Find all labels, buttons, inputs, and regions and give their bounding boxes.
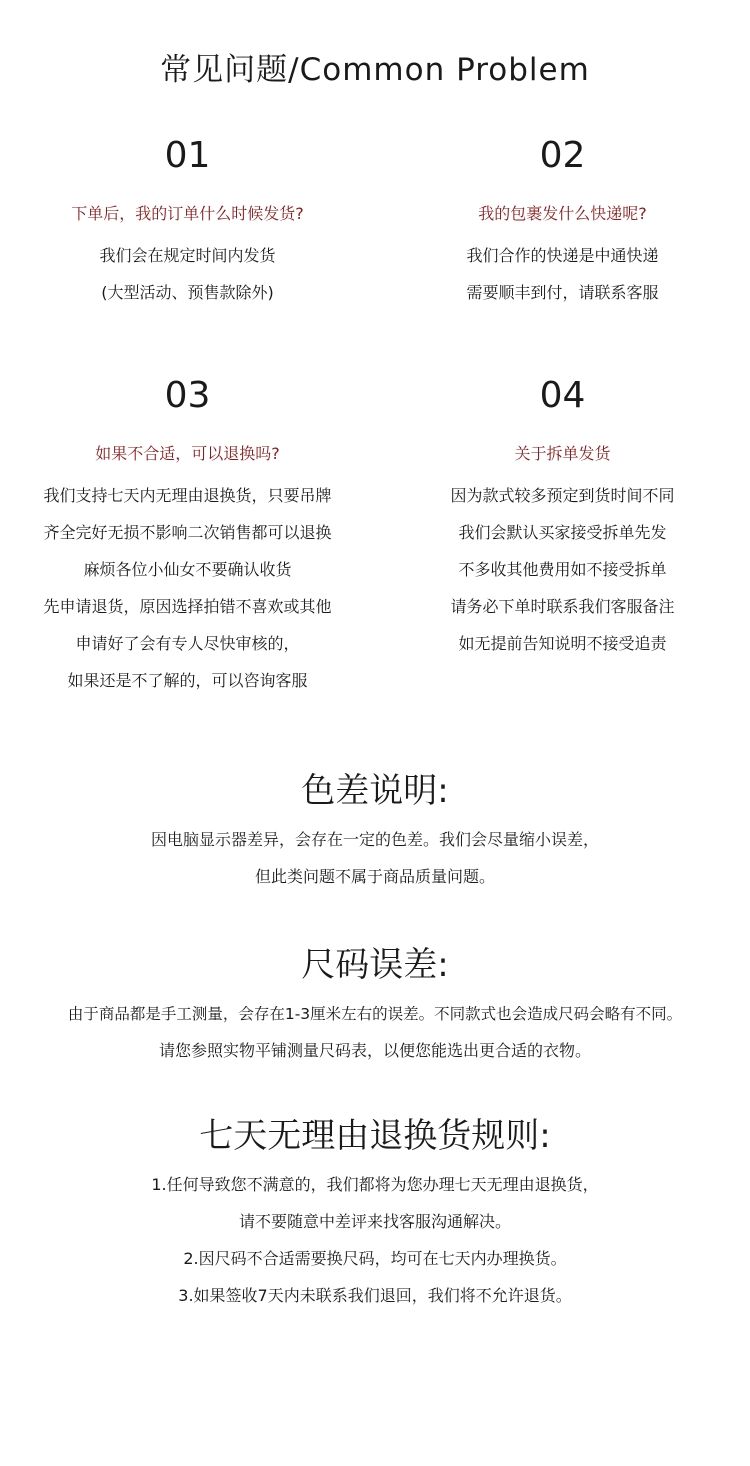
faq-answer-line: 因为款式较多预定到货时间不同 (450, 486, 675, 505)
section-heading: 色差说明: (301, 771, 449, 811)
section-line: 因电脑显示器差异，会存在一定的色差。我们会尽量缩小误差， (150, 830, 599, 849)
faq-answer-line: 我们会默认买家接受拆单先发 (458, 523, 667, 542)
section-line: 请您参照实物平铺测量尺码表，以便您能选出更合适的衣物。 (158, 1041, 591, 1060)
faq-item-03 (0, 376, 375, 706)
faq-answer-line: (大型活动、预售款除外) (101, 283, 274, 302)
faq-question: 我的包裹发什么快递呢? (478, 204, 647, 223)
faq-answer-line: 我们会在规定时间内发货 (99, 246, 276, 265)
section-line: 1.任何导致您不满意的，我们都将为您办理七天无理由退换货， (151, 1175, 599, 1194)
faq-answer (0, 484, 375, 706)
faq-answer-line: 申请好了会有专人尽快审核的， (75, 634, 300, 653)
section-line: 由于商品都是手工测量，会存在1-3厘米左右的误差。不同款式也会造成尺码会略有不同。 (67, 1005, 683, 1023)
faq-answer-line: 不多收其他费用如不接受拆单 (458, 560, 667, 579)
return-rules-section (0, 1115, 750, 1321)
faq-answer-line: 如无提前告知说明不接受追责 (458, 634, 667, 653)
faq-item-02 (375, 136, 750, 318)
faq-question: 关于拆单发货 (514, 444, 611, 463)
section-body (0, 828, 750, 902)
faq-answer-line: 请务必下单时联系我们客服备注 (450, 597, 675, 616)
section-heading: 七天无理由退换货规则: (199, 1116, 551, 1156)
section-line: 但此类问题不属于商品质量问题。 (254, 867, 495, 886)
faq-question: 下单后，我的订单什么时候发货? (71, 204, 304, 223)
faq-answer (375, 484, 750, 669)
section-heading: 尺码误差: (301, 945, 449, 985)
faq-answer-line: 麻烦各位小仙女不要确认收货 (83, 560, 292, 579)
size-error-section (0, 944, 750, 1076)
faq-number: 02 (539, 135, 586, 176)
faq-answer-line: 我们合作的快递是中通快递 (466, 246, 659, 265)
section-body (0, 1173, 750, 1321)
faq-answer-line: 先申请退货，原因选择拍错不喜欢或其他 (43, 597, 332, 616)
faq-item-04 (375, 376, 750, 669)
faq-answer (375, 244, 750, 318)
faq-number: 04 (539, 375, 586, 416)
faq-number: 03 (164, 375, 211, 416)
faq-answer-line: 我们支持七天内无理由退换货，只要吊牌 (43, 486, 332, 505)
faq-answer (0, 244, 375, 318)
section-line: 请不要随意中差评来找客服沟通解决。 (238, 1212, 511, 1231)
faq-answer-line: 齐全完好无损不影响二次销售都可以退换 (43, 523, 332, 542)
section-body (0, 1002, 750, 1076)
faq-number: 01 (164, 135, 211, 176)
section-line: 2.因尺码不合适需要换尺码，均可在七天内办理换货。 (183, 1249, 567, 1268)
color-diff-section (0, 770, 750, 902)
page-title: 常见问题/Common Problem (160, 52, 590, 88)
faq-answer-line: 如果还是不了解的，可以咨询客服 (67, 671, 308, 690)
faq-question: 如果不合适，可以退换吗? (95, 444, 280, 463)
section-line: 3.如果签收7天内未联系我们退回，我们将不允许退货。 (178, 1286, 572, 1305)
faq-item-01 (0, 136, 375, 318)
faq-answer-line: 需要顺丰到付，请联系客服 (466, 283, 659, 302)
